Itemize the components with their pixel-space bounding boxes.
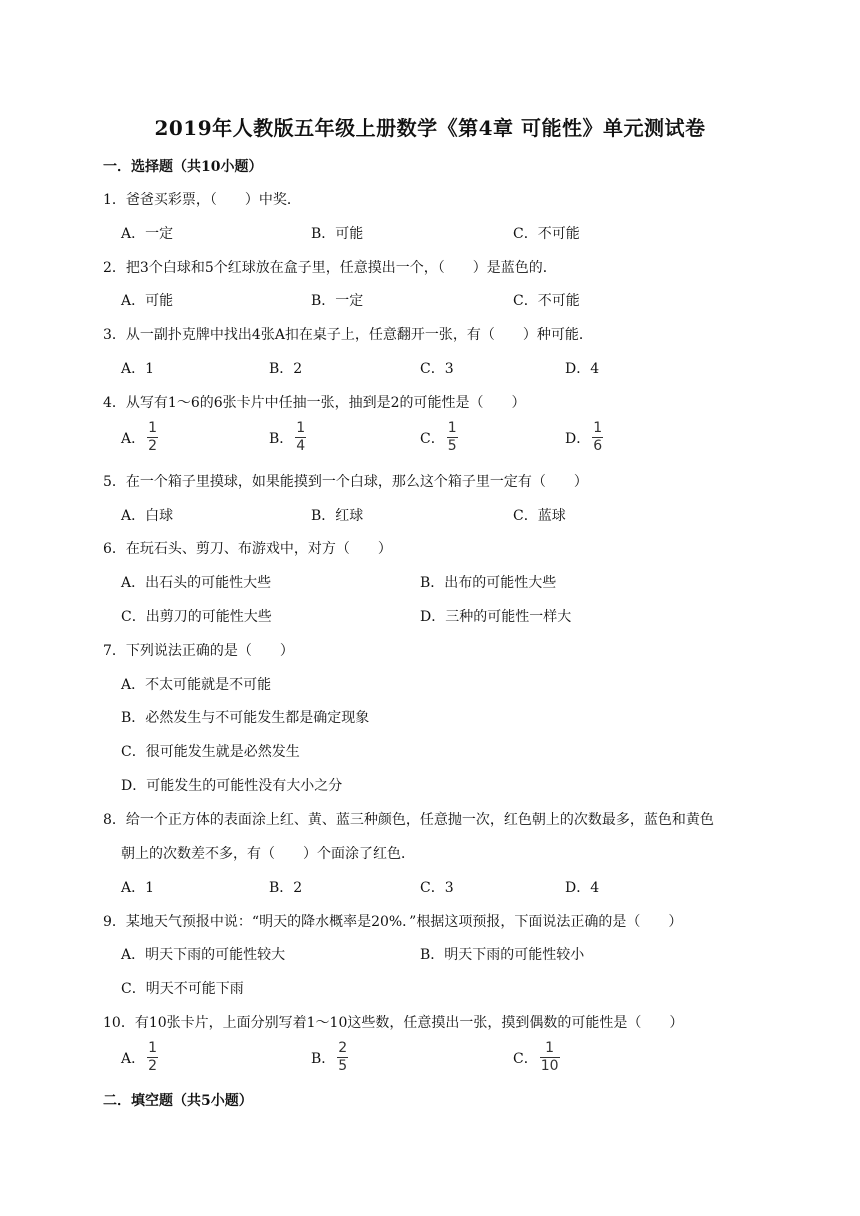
fraction: $\frac{1}{2}$ [148, 420, 158, 454]
q9-option-b: B．明天下雨的可能性较小 [420, 947, 585, 963]
q6-option-d: D．三种的可能性一样大 [420, 609, 572, 625]
question-8-continued: 朝上的次数差不多，有（ ）个面涂了红色． [121, 846, 415, 862]
q5-option-a: A．白球 [121, 508, 174, 524]
q1-option-a: A．一定 [121, 226, 174, 242]
q6-option-a: A．出石头的可能性大些 [121, 575, 272, 591]
q1-option-c: C．不可能 [513, 226, 580, 242]
q2-option-a: A．可能 [121, 293, 174, 309]
q7-option-a: A．不太可能就是不可能 [121, 677, 272, 693]
q4-option-d: D． $\frac{1}{6}$ [565, 420, 603, 454]
question-4: 4．从写有1～6的6张卡片中任抽一张，抽到是2的可能性是（ ） [103, 395, 526, 411]
q6-option-b: B．出布的可能性大些 [420, 575, 557, 591]
q5-option-b: B．红球 [311, 508, 364, 524]
q8-option-d: D．4 [565, 880, 600, 896]
q5-option-c: C．蓝球 [513, 508, 566, 524]
q1-option-b: B．可能 [311, 226, 364, 242]
fraction: $\frac{1}{10}$ [540, 1040, 559, 1074]
section-heading-choice: 一．选择题（共10小题） [103, 159, 263, 175]
q10-option-a: A． $\frac{1}{2}$ [121, 1040, 158, 1074]
question-3: 3．从一副扑克牌中找出4张A扣在桌子上，任意翻开一张，有（ ）种可能． [103, 327, 593, 343]
q10-option-c: C． $\frac{1}{10}$ [513, 1040, 559, 1074]
q4-option-c: C． $\frac{1}{5}$ [420, 420, 457, 454]
question-1: 1．爸爸买彩票，（ ）中奖． [103, 192, 301, 208]
q10-option-b: B． $\frac{2}{5}$ [311, 1040, 348, 1074]
q9-option-a: A．明天下雨的可能性较大 [121, 947, 286, 963]
q6-option-c: C．出剪刀的可能性大些 [121, 609, 272, 625]
fraction: $\frac{2}{5}$ [338, 1040, 348, 1074]
question-6: 6．在玩石头、剪刀、布游戏中，对方（ ） [103, 541, 392, 557]
q3-option-a: A．1 [121, 361, 155, 377]
q3-option-c: C．3 [420, 361, 454, 377]
q2-option-c: C．不可能 [513, 293, 580, 309]
q8-option-b: B．2 [269, 880, 303, 896]
question-10: 10．有10张卡片，上面分别写着1～10这些数，任意摸出一张，摸到偶数的可能性是（ ） [103, 1015, 684, 1031]
question-5: 5．在一个箱子里摸球，如果能摸到一个白球，那么这个箱子里一定有（ ） [103, 474, 588, 490]
page-title: 2019年人教版五年级上册数学《第4章 可能性》单元测试卷 [154, 116, 706, 140]
q3-option-b: B．2 [269, 361, 303, 377]
q3-option-d: D．4 [565, 361, 600, 377]
q7-option-b: B．必然发生与不可能发生都是确定现象 [121, 710, 370, 726]
fraction: $\frac{1}{6}$ [593, 420, 603, 454]
fraction: $\frac{1}{2}$ [148, 1040, 158, 1074]
q8-option-c: C．3 [420, 880, 454, 896]
question-9: 9．某地天气预报中说：“明天的降水概率是20%．”根据这项预报，下面说法正确的是（ ） [103, 914, 683, 930]
question-7: 7．下列说法正确的是（ ） [103, 643, 294, 659]
q7-option-c: C．很可能发生就是必然发生 [121, 744, 300, 760]
section-heading-fill: 二．填空题（共5小题） [103, 1093, 253, 1109]
question-2: 2．把3个白球和5个红球放在盒子里，任意摸出一个，（ ）是蓝色的． [103, 260, 557, 276]
q8-option-a: A．1 [121, 880, 155, 896]
q4-option-a: A． $\frac{1}{2}$ [121, 420, 158, 454]
q2-option-b: B．一定 [311, 293, 364, 309]
q4-option-b: B． $\frac{1}{4}$ [269, 420, 306, 454]
question-8: 8．给一个正方体的表面涂上红、黄、蓝三种颜色，任意抛一次，红色朝上的次数最多，蓝色和黄色 [103, 812, 714, 828]
q7-option-d: D．可能发生的可能性没有大小之分 [121, 778, 343, 794]
q9-option-c: C．明天不可能下雨 [121, 981, 244, 997]
fraction: $\frac{1}{5}$ [447, 420, 457, 454]
fraction: $\frac{1}{4}$ [296, 420, 306, 454]
